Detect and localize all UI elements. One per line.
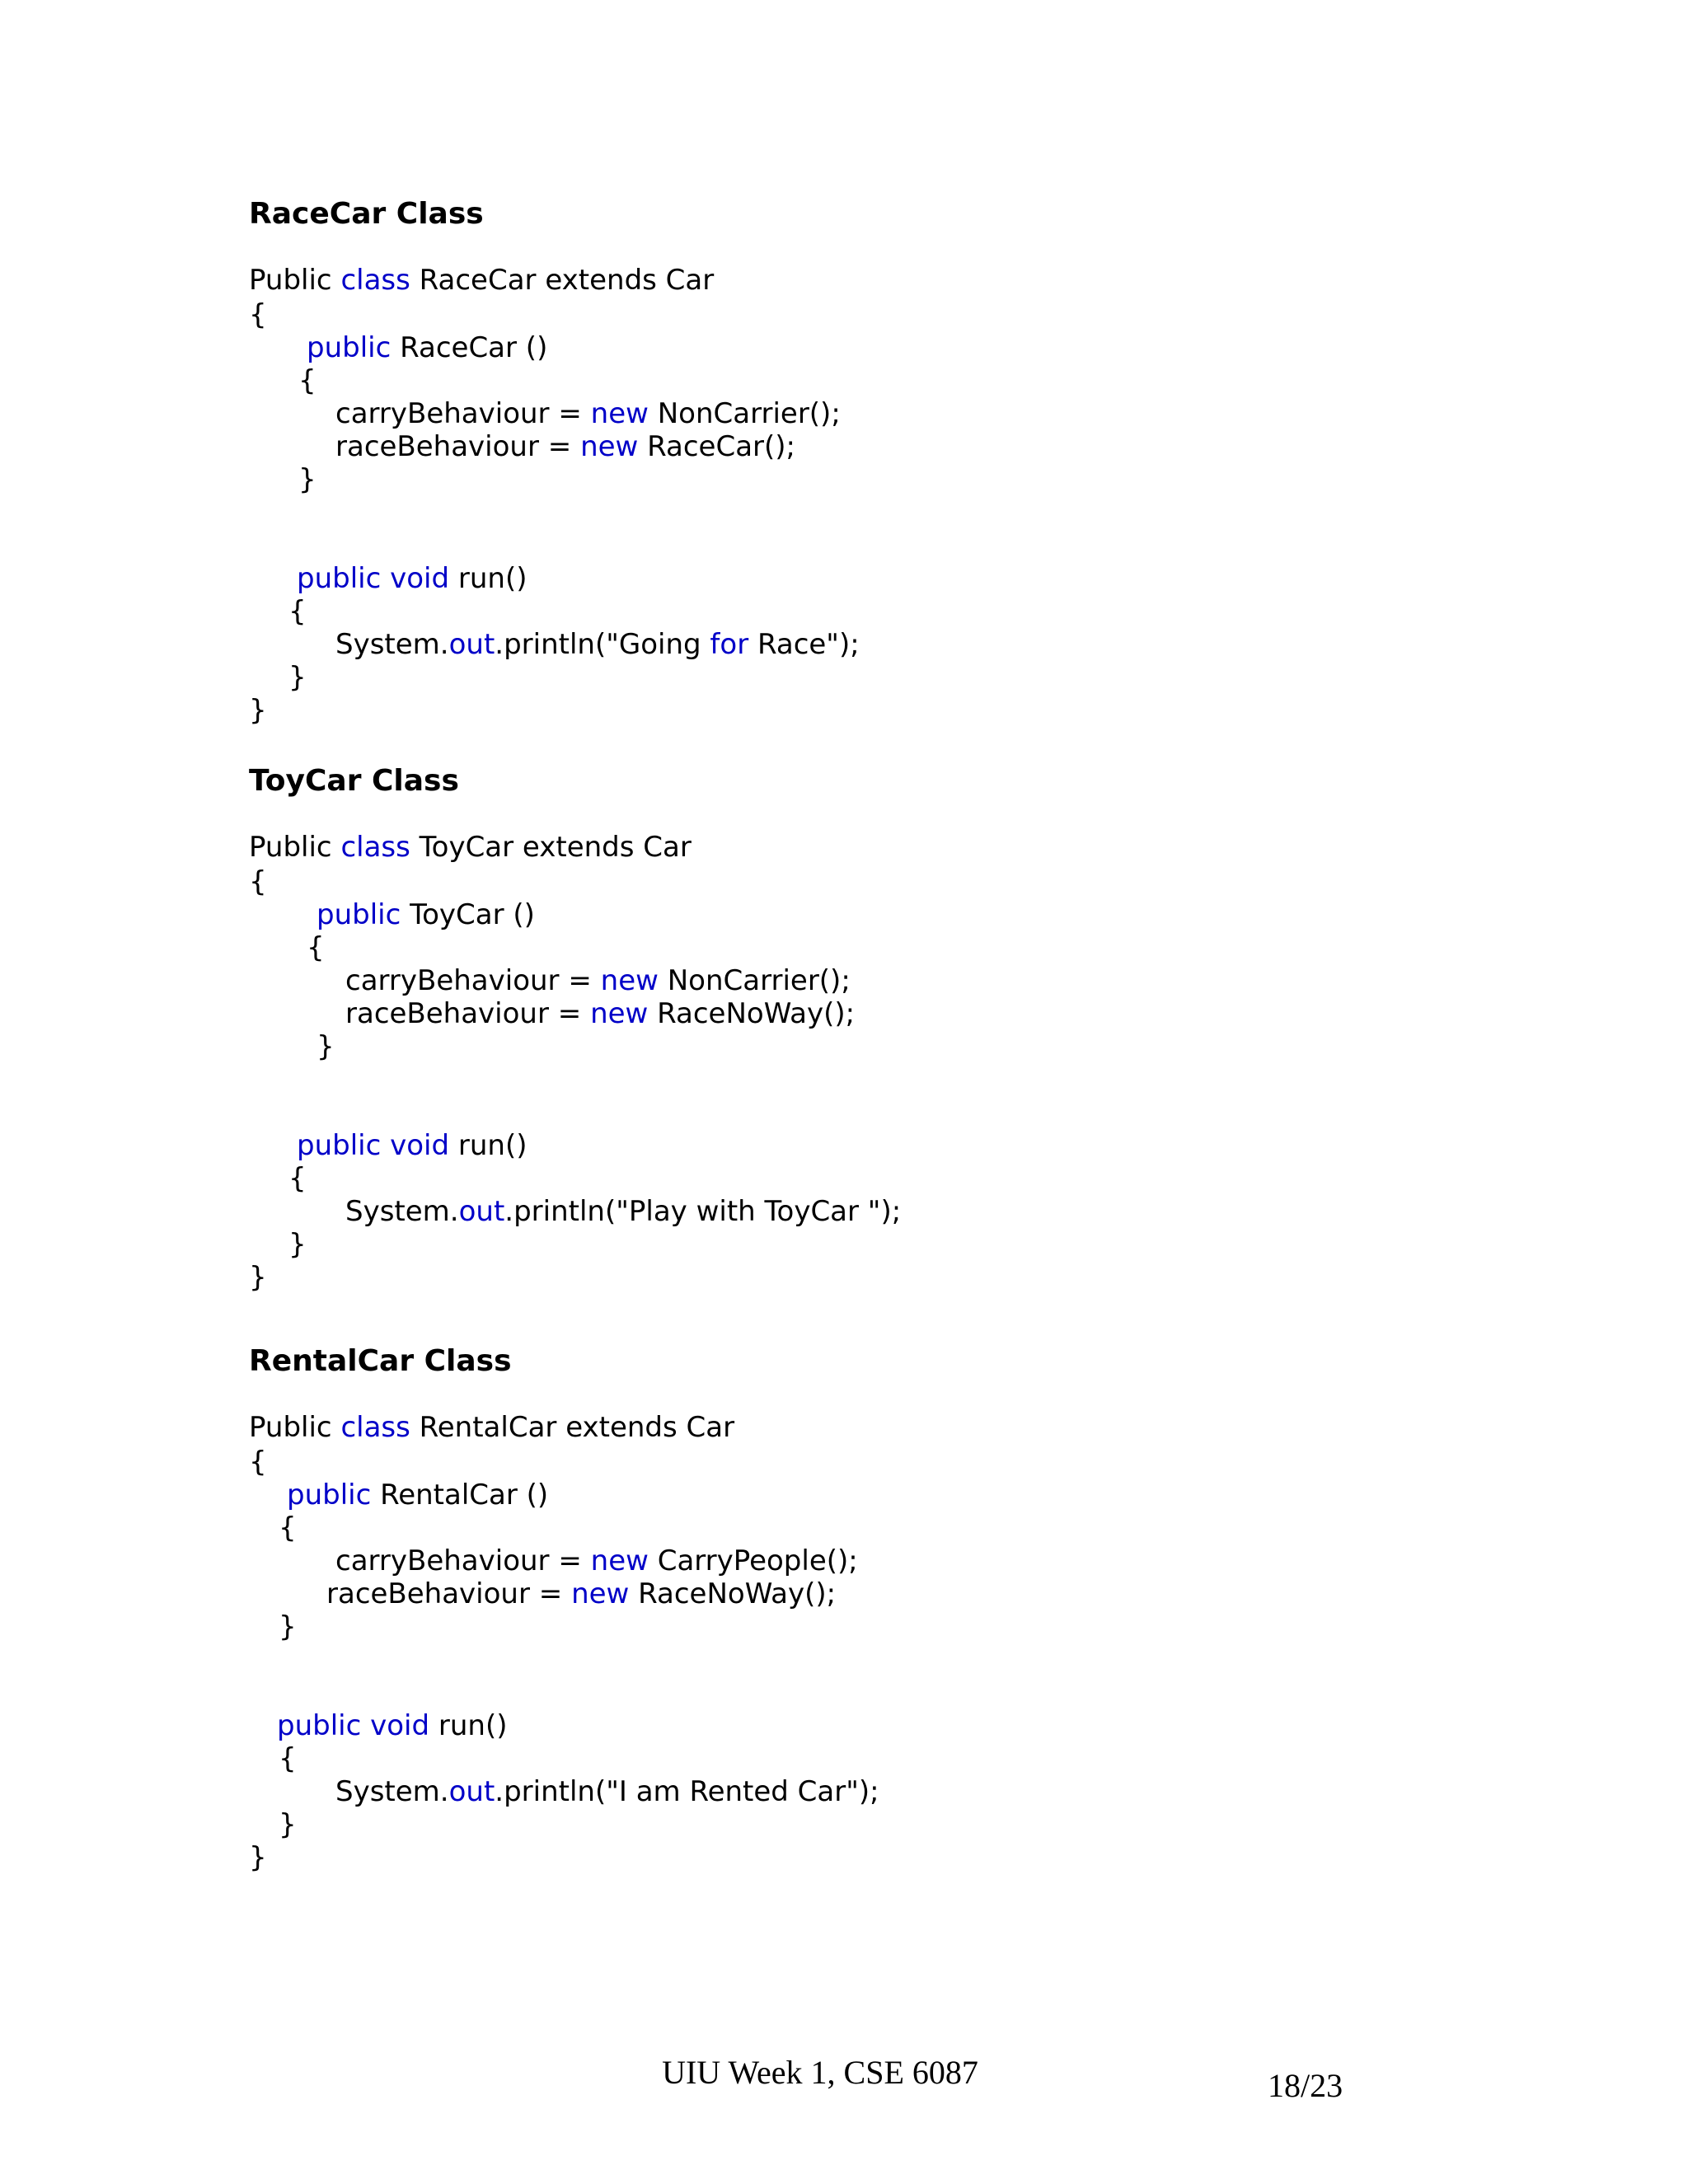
code-line	[249, 1446, 267, 1479]
code-keyword: new	[590, 1544, 649, 1577]
code-text: }	[279, 1610, 297, 1643]
code-text: carryBehaviour =	[335, 1544, 591, 1577]
code-line	[288, 1162, 307, 1195]
code-text: RentalCar extends Car	[410, 1411, 735, 1444]
code-text: {	[307, 931, 325, 964]
code-text: NonCarrier();	[648, 397, 841, 430]
code-line	[298, 364, 316, 397]
code-line	[249, 865, 267, 898]
section-heading: RentalCar Class	[249, 1344, 512, 1378]
code-keyword: public void	[277, 1709, 430, 1742]
code-line	[335, 430, 795, 463]
code-line	[249, 1261, 267, 1294]
footer-course: UIU Week 1, CSE 6087	[662, 2054, 978, 2091]
code-text: RaceCar ()	[391, 331, 548, 364]
code-line	[335, 1544, 858, 1577]
code-text: raceBehaviour =	[326, 1577, 572, 1610]
code-text: Public	[249, 1411, 341, 1444]
code-text: Public	[249, 831, 341, 864]
code-line	[298, 463, 316, 496]
code-line	[335, 1775, 879, 1808]
code-keyword: new	[590, 397, 649, 430]
code-line	[326, 1577, 836, 1610]
code-text: }	[316, 1030, 335, 1063]
code-text: ToyCar ()	[401, 898, 535, 931]
code-text: }	[249, 1261, 267, 1294]
code-line	[345, 1195, 901, 1228]
code-keyword: out	[448, 1775, 495, 1808]
code-text: RentalCar ()	[371, 1479, 549, 1511]
code-text: }	[279, 1808, 297, 1841]
code-text: carryBehaviour =	[345, 964, 601, 997]
code-keyword: out	[458, 1195, 505, 1228]
code-keyword: new	[600, 964, 659, 997]
code-text: }	[298, 463, 316, 496]
code-keyword: new	[580, 430, 639, 463]
code-text: raceBehaviour =	[345, 997, 591, 1030]
code-text: carryBehaviour =	[335, 397, 591, 430]
code-line	[335, 628, 860, 661]
code-text: .println("Play with ToyCar ");	[504, 1195, 902, 1228]
code-text: run()	[449, 562, 528, 595]
code-text: RaceCar extends Car	[410, 264, 715, 297]
code-keyword: class	[340, 831, 410, 864]
code-text: CarryPeople();	[648, 1544, 858, 1577]
code-text: {	[298, 364, 316, 397]
code-text: raceBehaviour =	[335, 430, 581, 463]
code-line	[249, 1411, 734, 1444]
code-text: }	[288, 661, 307, 694]
code-line	[288, 595, 307, 628]
code-line	[287, 1479, 548, 1511]
code-line	[316, 898, 535, 931]
code-line	[249, 264, 714, 297]
code-line	[279, 1610, 297, 1643]
code-keyword: new	[571, 1577, 630, 1610]
code-text: RaceNoWay();	[648, 997, 856, 1030]
code-text: .println("Going	[495, 628, 710, 661]
code-text: .println("I am Rented Car");	[495, 1775, 879, 1808]
code-text: {	[249, 1446, 267, 1479]
code-line	[345, 964, 851, 997]
section-heading: ToyCar Class	[249, 764, 459, 798]
code-text: {	[249, 298, 267, 331]
code-text: System.	[345, 1195, 459, 1228]
code-text: {	[249, 865, 267, 898]
code-keyword: class	[340, 264, 410, 297]
code-text: {	[288, 1162, 307, 1195]
code-text: Race");	[748, 628, 860, 661]
code-keyword: for	[710, 628, 749, 661]
page-number: 18/23	[1268, 2067, 1343, 2104]
code-line	[288, 1228, 307, 1261]
section-heading: RaceCar Class	[249, 197, 484, 231]
code-keyword: public	[307, 331, 392, 364]
code-line	[307, 331, 547, 364]
code-text: Public	[249, 264, 341, 297]
code-keyword: new	[590, 997, 649, 1030]
code-keyword: public void	[297, 562, 450, 595]
code-text: System.	[335, 628, 449, 661]
code-line	[279, 1511, 297, 1544]
code-line	[277, 1709, 507, 1742]
code-text: {	[288, 595, 307, 628]
code-line	[345, 997, 855, 1030]
code-text: }	[288, 1228, 307, 1261]
code-line	[249, 694, 267, 727]
code-line	[297, 1129, 527, 1162]
code-text: System.	[335, 1775, 449, 1808]
code-line	[279, 1742, 297, 1775]
code-line	[288, 661, 307, 694]
code-text: RaceCar();	[638, 430, 796, 463]
code-keyword: class	[340, 1411, 410, 1444]
code-text: {	[279, 1742, 297, 1775]
code-keyword: public	[287, 1479, 372, 1511]
code-text: RaceNoWay();	[629, 1577, 837, 1610]
code-line	[249, 298, 267, 331]
code-text: ToyCar extends Car	[410, 831, 692, 864]
code-line	[316, 1030, 335, 1063]
code-keyword: public	[316, 898, 401, 931]
code-line	[249, 1841, 267, 1874]
code-keyword: public void	[297, 1129, 450, 1162]
code-text: }	[249, 1841, 267, 1874]
code-text: run()	[429, 1709, 508, 1742]
code-text: NonCarrier();	[658, 964, 851, 997]
code-line	[335, 397, 841, 430]
code-line	[249, 831, 692, 864]
code-line	[279, 1808, 297, 1841]
code-line	[297, 562, 527, 595]
code-line	[307, 931, 325, 964]
code-text: run()	[449, 1129, 528, 1162]
code-keyword: out	[448, 628, 495, 661]
code-text: }	[249, 694, 267, 727]
code-text: {	[279, 1511, 297, 1544]
